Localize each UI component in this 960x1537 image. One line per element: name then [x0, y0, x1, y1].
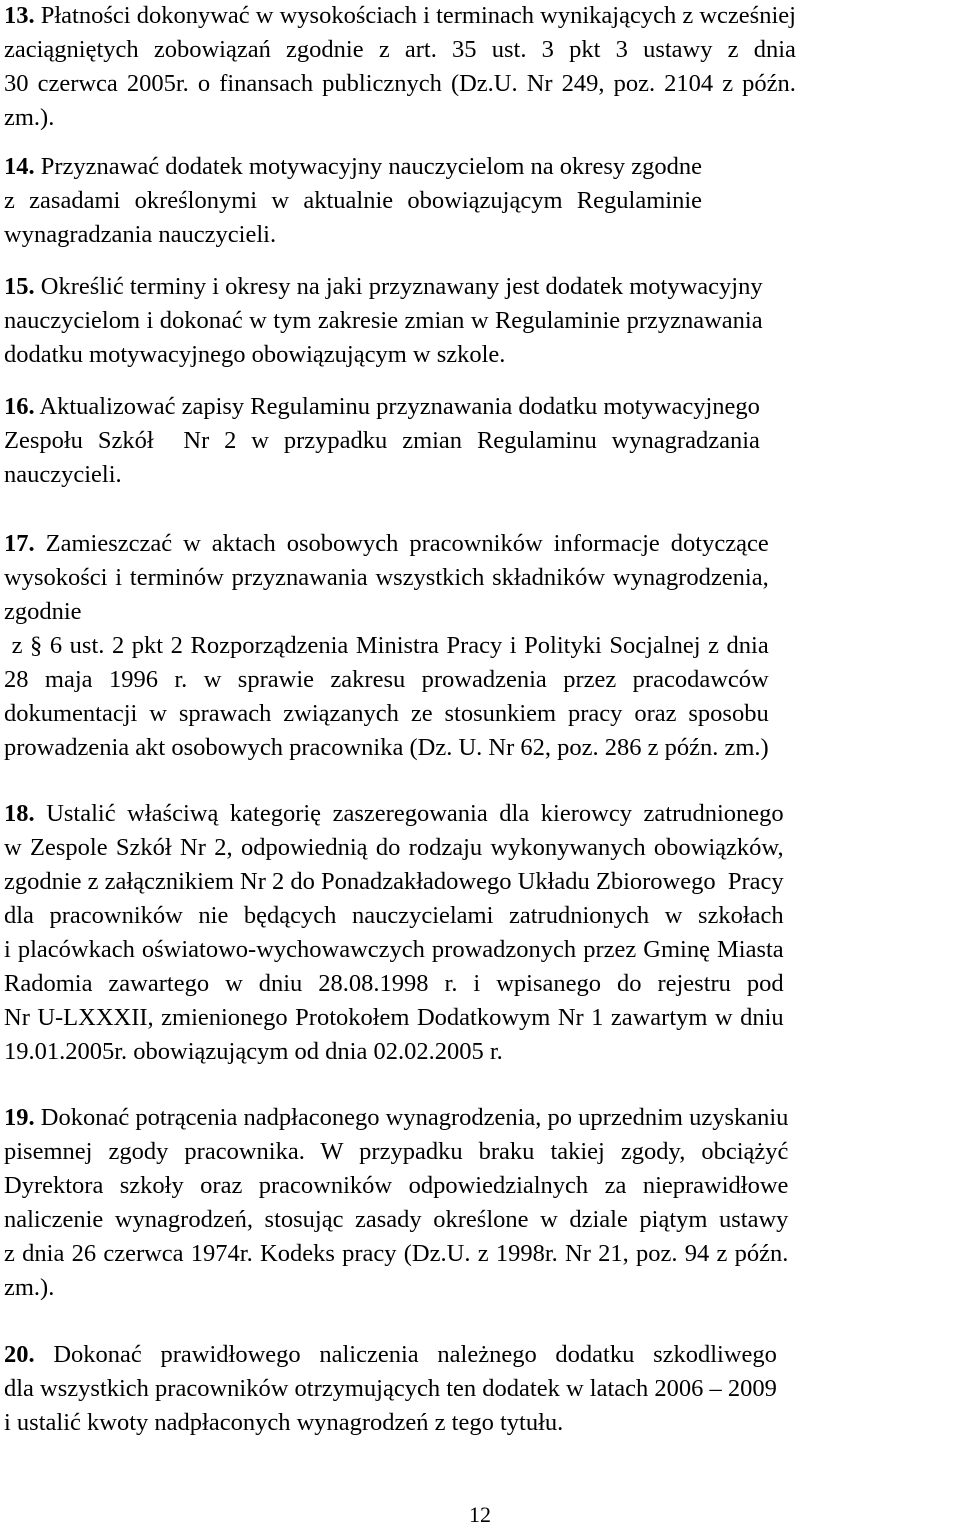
paragraph-line: wynagradzania nauczycieli. — [4, 221, 277, 248]
paragraph-line: zgodnie z załącznikiem Nr 2 do Ponadzakładowego Układu Zbiorowego Pracy — [4, 868, 784, 895]
paragraph-line: i ustalić kwoty nadpłaconych wynagrodzeń z tego tytułu. — [4, 1409, 564, 1436]
paragraph-line: Zamieszczać w aktach osobowych pracowników informacje dotyczące — [34, 530, 769, 557]
paragraph-line: z zasadami określonymi w aktualnie obowiązującym Regulaminie — [4, 187, 702, 214]
paragraph-17 — [4, 527, 769, 765]
paragraph-line: zaciągniętych zobowiązań zgodnie z art. 35 ust. 3 pkt 3 ustawy z dnia — [4, 36, 796, 63]
paragraph-15 — [4, 270, 763, 372]
paragraph-line: nauczycielom i dokonać w tym zakresie zmian w Regulaminie przyznawania — [4, 307, 763, 334]
paragraph-line: 30 czerwca 2005r. o finansach publicznych (Dz.U. Nr 249, poz. 2104 z późn. — [4, 70, 796, 97]
paragraph-line: Dokonać potrącenia nadpłaconego wynagrodzenia, po uprzednim uzyskaniu — [34, 1104, 789, 1131]
paragraph-number: 15. — [4, 273, 35, 300]
page-number: 12 — [469, 1502, 491, 1527]
paragraph-line: Aktualizować zapisy Regulaminu przyznawania dodatku motywacyjnego — [34, 393, 760, 420]
paragraph-line: Dyrektora szkoły oraz pracowników odpowiedzialnych za nieprawidłowe — [4, 1172, 789, 1199]
paragraph-line: Nr U-LXXXII, zmienionego Protokołem Dodatkowym Nr 1 zawartym w dniu — [4, 1004, 784, 1031]
paragraph-line: 28 maja 1996 r. w sprawie zakresu prowadzenia przez pracodawców — [4, 666, 769, 693]
paragraph-line: Ustalić właściwą kategorię zaszeregowania dla kierowcy zatrudnionego — [34, 800, 784, 827]
paragraph-line: z § 6 ust. 2 pkt 2 Rozporządzenia Ministra Pracy i Polityki Socjalnej z dnia — [4, 632, 769, 659]
paragraph-line: Przyznawać dodatek motywacyjny nauczycielom na okresy zgodne — [34, 153, 702, 180]
paragraph-number: 18. — [4, 800, 35, 827]
paragraph-line: i placówkach oświatowo-wychowawczych prowadzonych przez Gminę Miasta — [4, 936, 784, 963]
paragraph-number: 17. — [4, 530, 35, 557]
paragraph-line: nauczycieli. — [4, 461, 122, 488]
paragraph-number: 13. — [4, 2, 35, 29]
paragraph-20 — [4, 1338, 777, 1440]
paragraph-line: Radomia zawartego w dniu 28.08.1998 r. i wpisanego do rejestru pod — [4, 970, 784, 997]
paragraph-line: dokumentacji w sprawach związanych ze stosunkiem pracy oraz sposobu — [4, 700, 769, 727]
paragraph-line: zm.). — [4, 1274, 55, 1301]
paragraph-number: 16. — [4, 393, 35, 420]
paragraph-line: zgodnie — [4, 598, 82, 625]
paragraph-16 — [4, 390, 760, 492]
paragraph-line: 19.01.2005r. obowiązującym od dnia 02.02.2005 r. — [4, 1038, 503, 1065]
paragraph-line: pisemnej zgody pracownika. W przypadku braku takiej zgody, obciążyć — [4, 1138, 789, 1165]
paragraph-line: Dokonać prawidłowego naliczenia należnego dodatku szkodliwego — [34, 1341, 777, 1368]
paragraph-line: wysokości i terminów przyznawania wszystkich składników wynagrodzenia, — [4, 564, 769, 591]
paragraph-18 — [4, 797, 784, 1069]
paragraph-13 — [4, 0, 796, 135]
paragraph-line: Zespołu Szkół Nr 2 w przypadku zmian Regulaminu wynagradzania — [4, 427, 760, 454]
paragraph-number: 19. — [4, 1104, 35, 1131]
paragraph-line: w Zespole Szkół Nr 2, odpowiednią do rodzaju wykonywanych obowiązków, — [4, 834, 784, 861]
paragraph-line: Określić terminy i okresy na jaki przyznawany jest dodatek motywacyjny — [34, 273, 763, 300]
paragraph-19 — [4, 1101, 788, 1305]
paragraph-14 — [4, 150, 702, 252]
paragraph-number: 14. — [4, 153, 35, 180]
paragraph-line: dodatku motywacyjnego obowiązującym w szkole. — [4, 341, 506, 368]
paragraph-line: Płatności dokonywać w wysokościach i terminach wynikających z wcześniej — [34, 2, 796, 29]
paragraph-number: 20. — [4, 1341, 35, 1368]
paragraph-line: dla wszystkich pracowników otrzymujących ten dodatek w latach 2006 – 2009 — [4, 1375, 777, 1402]
paragraph-line: z dnia 26 czerwca 1974r. Kodeks pracy (Dz.U. z 1998r. Nr 21, poz. 94 z późn. — [4, 1240, 789, 1267]
paragraph-line: naliczenie wynagrodzeń, stosując zasady określone w dziale piątym ustawy — [4, 1206, 789, 1233]
paragraph-line: dla pracowników nie będących nauczycielami zatrudnionych w szkołach — [4, 902, 784, 929]
paragraph-line: prowadzenia akt osobowych pracownika (Dz. U. Nr 62, poz. 286 z późn. zm.) — [4, 734, 769, 761]
paragraph-line: zm.). — [4, 104, 55, 131]
